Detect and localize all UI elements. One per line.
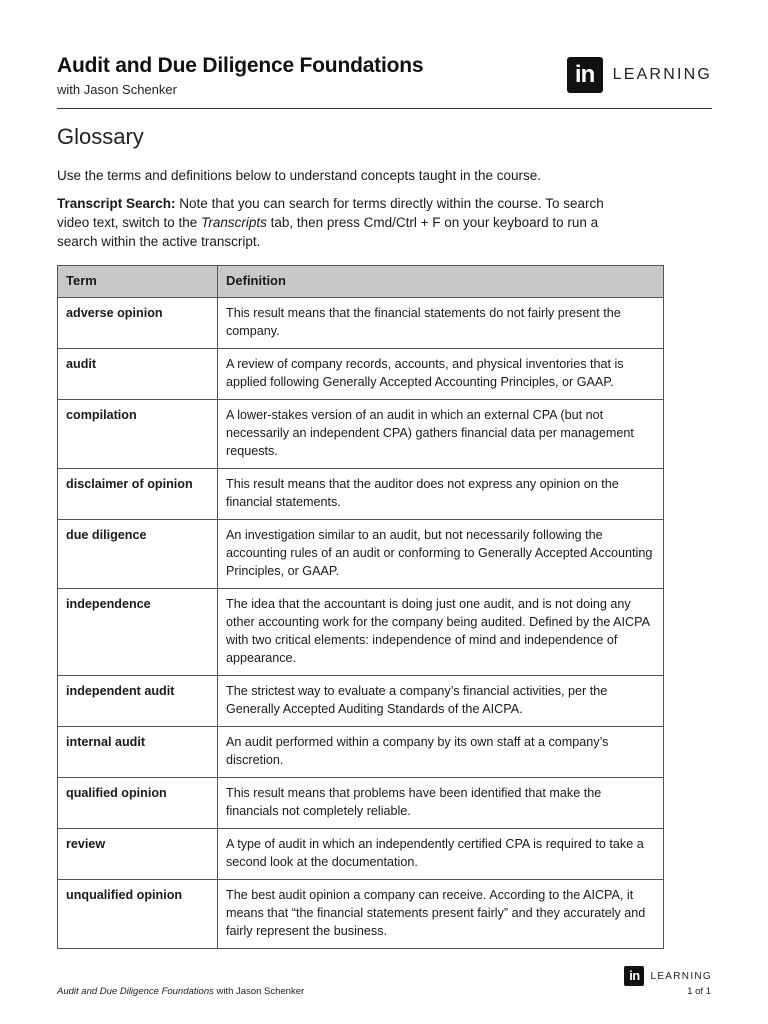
- table-row: [58, 298, 664, 349]
- term-cell: disclaimer of opinion: [58, 469, 218, 520]
- transcript-text-part-2: tab, then press Cmd/Ctrl + F on your keyboard to run a search within the active transcript.: [57, 215, 599, 249]
- table-row: [58, 469, 664, 520]
- table-row: [58, 727, 664, 778]
- term-cell: qualified opinion: [58, 778, 218, 829]
- glossary-table: [57, 265, 664, 949]
- table-row: [58, 520, 664, 589]
- definition-cell: This result means that the financial statements do not fairly present the company.: [218, 298, 664, 349]
- term-column-header: Term: [58, 266, 218, 298]
- term-cell: due diligence: [58, 520, 218, 589]
- table-row: [58, 829, 664, 880]
- footer-linkedin-in-icon: in: [624, 966, 644, 986]
- definition-cell: A lower-stakes version of an audit in which an external CPA (but not necessarily an independent CPA) gathers financial data per management requests.: [218, 400, 664, 469]
- term-cell: independent audit: [58, 676, 218, 727]
- footer-course-author: with Jason Schenker: [213, 986, 305, 997]
- term-cell: unqualified opinion: [58, 880, 218, 949]
- page-number: 1 of 1: [687, 986, 711, 997]
- definition-column-header: Definition: [218, 266, 664, 298]
- transcript-search-label: Transcript Search:: [57, 196, 176, 211]
- intro-paragraph: Use the terms and definitions below to understand concepts taught in the course.: [57, 168, 542, 183]
- linkedin-learning-logo: [567, 57, 712, 93]
- definition-cell: A review of company records, accounts, and physical inventories that is applied following Generally Accepted Accounting Principles, or GAAP.: [218, 349, 664, 400]
- table-row: [58, 880, 664, 949]
- definition-cell: The idea that the accountant is doing just one audit, and is not doing any other accounting work for the company being audited. Defined by the AICPA with two critical elements: independence of mind and independence of appearance.: [218, 589, 664, 676]
- document-header: [57, 54, 712, 109]
- definition-cell: A type of audit in which an independently certified CPA is required to take a second look at the documentation.: [218, 829, 664, 880]
- learning-wordmark: LEARNING: [612, 66, 712, 83]
- table-header-row: [58, 266, 664, 298]
- linkedin-in-icon: in: [567, 57, 603, 93]
- page-heading: Glossary: [57, 124, 144, 149]
- definition-cell: This result means that the auditor does not express any opinion on the financial statements.: [218, 469, 664, 520]
- definition-cell: This result means that problems have been identified that make the financials not completely reliable.: [218, 778, 664, 829]
- table-row: [58, 349, 664, 400]
- course-title: Audit and Due Diligence Foundations: [57, 54, 424, 77]
- definition-cell: An audit performed within a company by its own staff at a company’s discretion.: [218, 727, 664, 778]
- definition-cell: An investigation similar to an audit, but not necessarily following the accounting rules of an audit or conforming to Generally Accepted Accounting Principles, or GAAP.: [218, 520, 664, 589]
- definition-cell: The best audit opinion a company can receive. According to the AICPA, it means that “the financial statements present fairly” and they accurately and fairly represent the business.: [218, 880, 664, 949]
- term-cell: audit: [58, 349, 218, 400]
- transcripts-tab-name: Transcripts: [201, 215, 267, 230]
- footer-learning-wordmark: LEARNING: [650, 970, 712, 982]
- table-row: [58, 589, 664, 676]
- table-row: [58, 676, 664, 727]
- definition-cell: The strictest way to evaluate a company’s financial activities, per the Generally Accepted Auditing Standards of the AICPA.: [218, 676, 664, 727]
- footer-linkedin-learning-logo: [624, 966, 712, 986]
- course-author: with Jason Schenker: [57, 82, 177, 97]
- footer-credit: [57, 986, 304, 997]
- transcript-text-part-1: Note that you can search for terms directly within the course. To search video text, switch to the: [57, 196, 604, 230]
- table-row: [58, 778, 664, 829]
- table-row: [58, 400, 664, 469]
- term-cell: adverse opinion: [58, 298, 218, 349]
- term-cell: compilation: [58, 400, 218, 469]
- transcript-search-note: [57, 194, 617, 251]
- footer-course-title: Audit and Due Diligence Foundations: [57, 986, 214, 997]
- term-cell: review: [58, 829, 218, 880]
- term-cell: independence: [58, 589, 218, 676]
- term-cell: internal audit: [58, 727, 218, 778]
